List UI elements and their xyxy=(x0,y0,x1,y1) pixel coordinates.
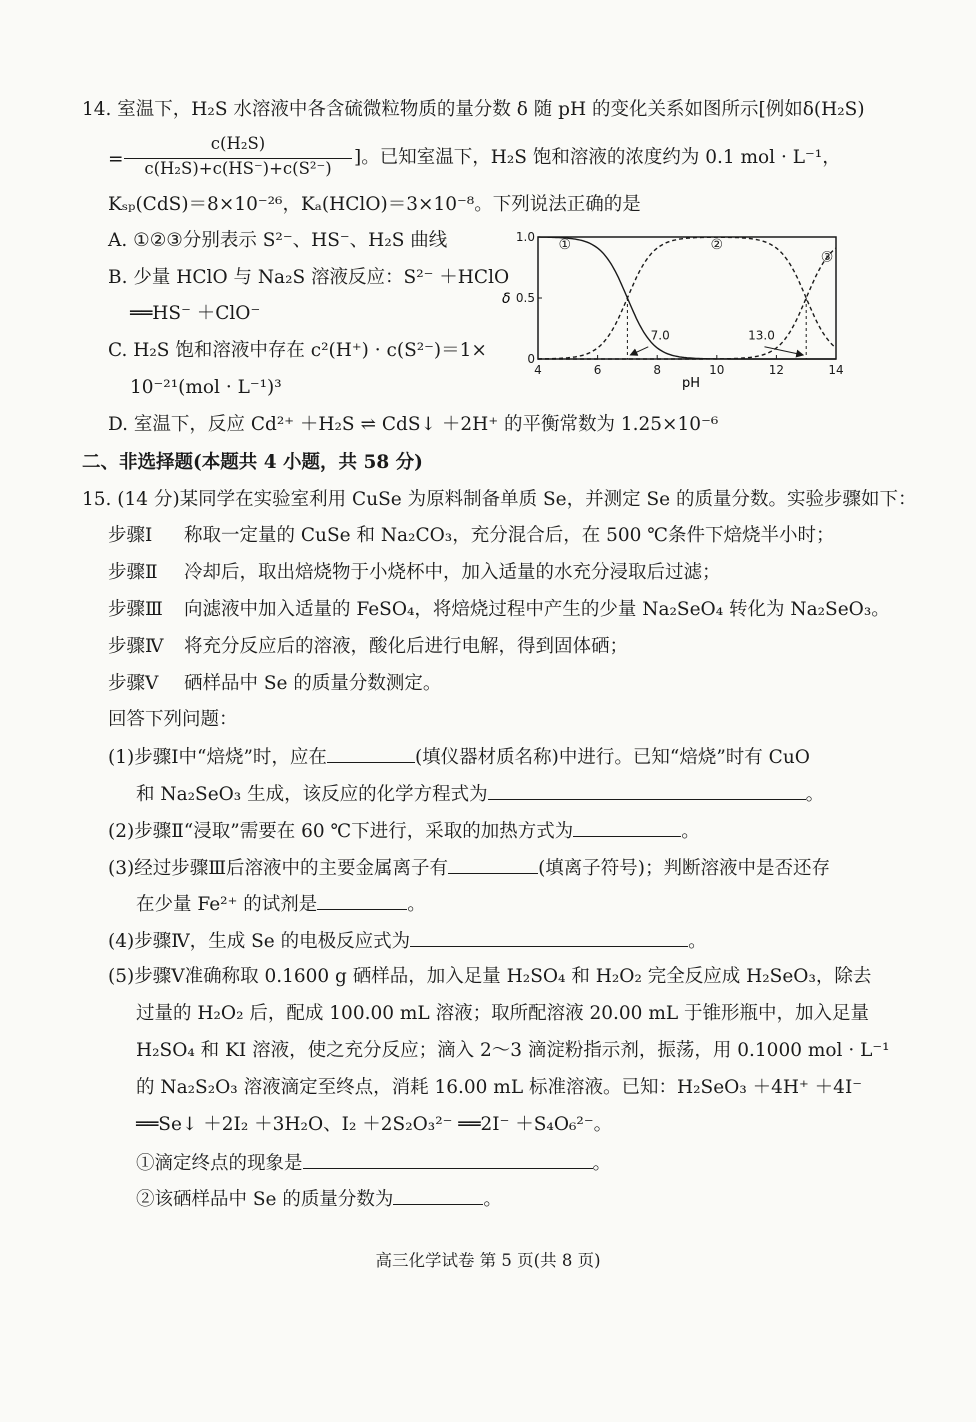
series-curve-2 xyxy=(538,237,836,359)
series-label-3: ③ xyxy=(820,249,834,266)
x-tick-label: 10 xyxy=(709,363,725,377)
speciation-chart xyxy=(490,225,850,395)
period: 。 xyxy=(688,931,707,952)
answer-blank-p1-material[interactable] xyxy=(327,744,415,763)
period: 。 xyxy=(805,784,825,805)
section2-heading: 二、非选择题(本题共 4 小题，共 58 分) xyxy=(82,452,423,473)
p1-text-a: (1)步骤Ⅰ中“焙烧”时，应在 xyxy=(108,747,327,768)
p4-text: (4)步骤Ⅳ，生成 Se 的电极反应式为 xyxy=(108,931,411,952)
answer-blank-p2-heating[interactable] xyxy=(573,818,681,837)
x-tick-label: 8 xyxy=(653,363,662,377)
q14-option-b-line1: B. 少量 HClO 与 Na₂S 溶液反应：S²⁻ ＋HClO xyxy=(108,267,510,288)
q14-option-c-line1: C. H₂S 饱和溶液中存在 c²(H⁺) · c(S²⁻)＝1× xyxy=(108,340,487,361)
q14-stem-line3: Kₛₚ(CdS)＝8×10⁻²⁶，Kₐ(HClO)＝3×10⁻⁸。下列说法正确的是 xyxy=(108,194,641,215)
step5-label: 步骤Ⅴ xyxy=(108,673,159,694)
p2-line xyxy=(108,818,700,844)
p5-line1: (5)步骤Ⅴ准确称取 0.1600 g 硒样品，加入足量 H₂SO₄ 和 H₂O₂ 完全反应成 H₂SeO₃，除去 xyxy=(108,966,872,987)
p3-text-b: (填离子符号)；判断溶液中是否还存 xyxy=(538,858,830,879)
fraction-numerator: c(H₂S) xyxy=(210,134,266,153)
p1-line1 xyxy=(108,744,810,770)
p5-sub2-text: ②该硒样品中 Se 的质量分数为 xyxy=(136,1189,394,1210)
p1-line2 xyxy=(136,781,824,807)
series-curve-3 xyxy=(538,248,836,359)
plot-frame xyxy=(538,237,836,359)
p5-line4: 的 Na₂S₂O₃ 溶液滴定至终点，消耗 16.00 mL 标准溶液。已知：H₂SeO₃ ＋4H⁺ ＋4I⁻ xyxy=(136,1077,863,1098)
step2-text: 冷却后，取出焙烧物于小烧杯中，加入适量的水充分浸取后过滤； xyxy=(184,562,721,583)
q15-intro: 15. (14 分)某同学在实验室利用 CuSe 为原料制备单质 Se，并测定 Se 的质量分数。实验步骤如下： xyxy=(82,489,917,510)
p3-line2 xyxy=(136,891,426,917)
q14-stem-line1: 14. 室温下，H₂S 水溶液中各含硫微粒物质的量分数 δ 随 pH 的变化关系如图所示[例如δ(H₂S) xyxy=(82,99,865,120)
y-tick-label: 0.5 xyxy=(515,291,535,305)
annotation-arrow-13.0 xyxy=(764,347,803,355)
p5-line3: H₂SO₄ 和 KI 溶液，使之充分反应；滴入 2～3 滴淀粉指示剂，振荡，用 0.1000 mol · L⁻¹ xyxy=(136,1040,890,1061)
p2-text: (2)步骤Ⅱ“浸取”需要在 60 ℃下进行，采取的加热方式为 xyxy=(108,821,574,842)
answer-blank-p1-equation[interactable] xyxy=(488,781,806,800)
answer-blank-p5-endpoint[interactable] xyxy=(303,1150,593,1169)
period: 。 xyxy=(483,1189,502,1210)
answer-blank-p3-reagent[interactable] xyxy=(317,891,407,910)
annotation-label-7.0: 7.0 xyxy=(650,328,670,343)
p5-sub2 xyxy=(136,1186,502,1212)
q14-option-c-line2: 10⁻²¹(mol · L⁻¹)³ xyxy=(130,377,282,398)
period: 。 xyxy=(592,1153,612,1174)
p4-line xyxy=(108,928,707,954)
x-tick-label: 4 xyxy=(534,363,542,377)
page-footer: 高三化学试卷 第 5 页(共 8 页) xyxy=(375,1251,601,1270)
step4-label: 步骤Ⅳ xyxy=(108,636,164,657)
period: 。 xyxy=(407,894,426,915)
period: 。 xyxy=(681,821,700,842)
p1-text-b: (填仪器材质名称)中进行。已知“焙烧”时有 CuO xyxy=(414,747,810,768)
series-curve-1 xyxy=(538,237,836,359)
y-tick-label: 1.0 xyxy=(515,230,535,244)
annotation-label-13.0: 13.0 xyxy=(748,328,775,343)
q14-stem-line2: ]。已知室温下，H₂S 饱和溶液的浓度约为 0.1 mol · L⁻¹， xyxy=(354,147,841,168)
x-tick-label: 12 xyxy=(768,363,785,377)
step1-label: 步骤Ⅰ xyxy=(108,525,153,546)
p5-sub1-text: ①滴定终点的现象是 xyxy=(136,1153,303,1174)
x-tick-label: 14 xyxy=(828,363,844,377)
answer-blank-p5-fraction[interactable] xyxy=(393,1186,483,1205)
x-axis-label: pH xyxy=(682,376,701,391)
q14-option-d: D. 室温下，反应 Cd²⁺ ＋H₂S ⇌ CdS↓ ＋2H⁺ 的平衡常数为 1.25×10⁻⁶ xyxy=(108,414,719,435)
annotation-arrow-7.0 xyxy=(630,347,648,355)
p1-text-c: 和 Na₂SeO₃ 生成，该反应的化学方程式为 xyxy=(136,784,488,805)
step1-text: 称取一定量的 CuSe 和 Na₂CO₃，充分混合后，在 500 ℃条件下焙烧半小时； xyxy=(184,525,835,546)
answer-blank-p4-electrode[interactable] xyxy=(410,928,688,947)
answer-blank-p3-ions[interactable] xyxy=(448,855,538,874)
p3-text-c: 在少量 Fe²⁺ 的试剂是 xyxy=(136,894,318,915)
p5-sub1 xyxy=(136,1150,611,1176)
p3-text-a: (3)经过步骤Ⅲ后溶液中的主要金属离子有 xyxy=(108,858,449,879)
q14-option-a: A. ①②③分别表示 S²⁻、HS⁻、H₂S 曲线 xyxy=(108,230,448,251)
fraction-denominator: c(H₂S)+c(HS⁻)+c(S²⁻) xyxy=(144,159,332,178)
y-tick-label: 0 xyxy=(527,352,535,366)
q14-option-b-line2: ══HS⁻ ＋ClO⁻ xyxy=(130,303,261,324)
p3-line1 xyxy=(108,855,830,881)
x-tick-label: 6 xyxy=(593,363,602,377)
step4-text: 将充分反应后的溶液，酸化后进行电解，得到固体硒； xyxy=(184,636,629,657)
y-axis-label: δ xyxy=(502,291,511,307)
answer-prompt: 回答下列问题： xyxy=(108,709,238,730)
series-label-1: ① xyxy=(558,237,572,254)
step2-label: 步骤Ⅱ xyxy=(108,562,158,583)
fraction-prefix: = xyxy=(108,149,124,170)
p5-line5: ══Se↓ ＋2I₂ ＋3H₂O、I₂ ＋2S₂O₃²⁻ ══2I⁻ ＋S₄O₆²⁻。 xyxy=(136,1114,613,1135)
step5-text: 硒样品中 Se 的质量分数测定。 xyxy=(184,673,442,694)
step3-text: 向滤液中加入适量的 FeSO₄，将焙烧过程中产生的少量 Na₂SeO₄ 转化为 Na₂SeO₃。 xyxy=(184,599,890,620)
series-label-2: ② xyxy=(710,237,724,254)
p5-line2: 过量的 H₂O₂ 后，配成 100.00 mL 溶液；取所配溶液 20.00 mL 于锥形瓶中，加入足量 xyxy=(136,1003,870,1024)
step3-label: 步骤Ⅲ xyxy=(108,599,163,620)
